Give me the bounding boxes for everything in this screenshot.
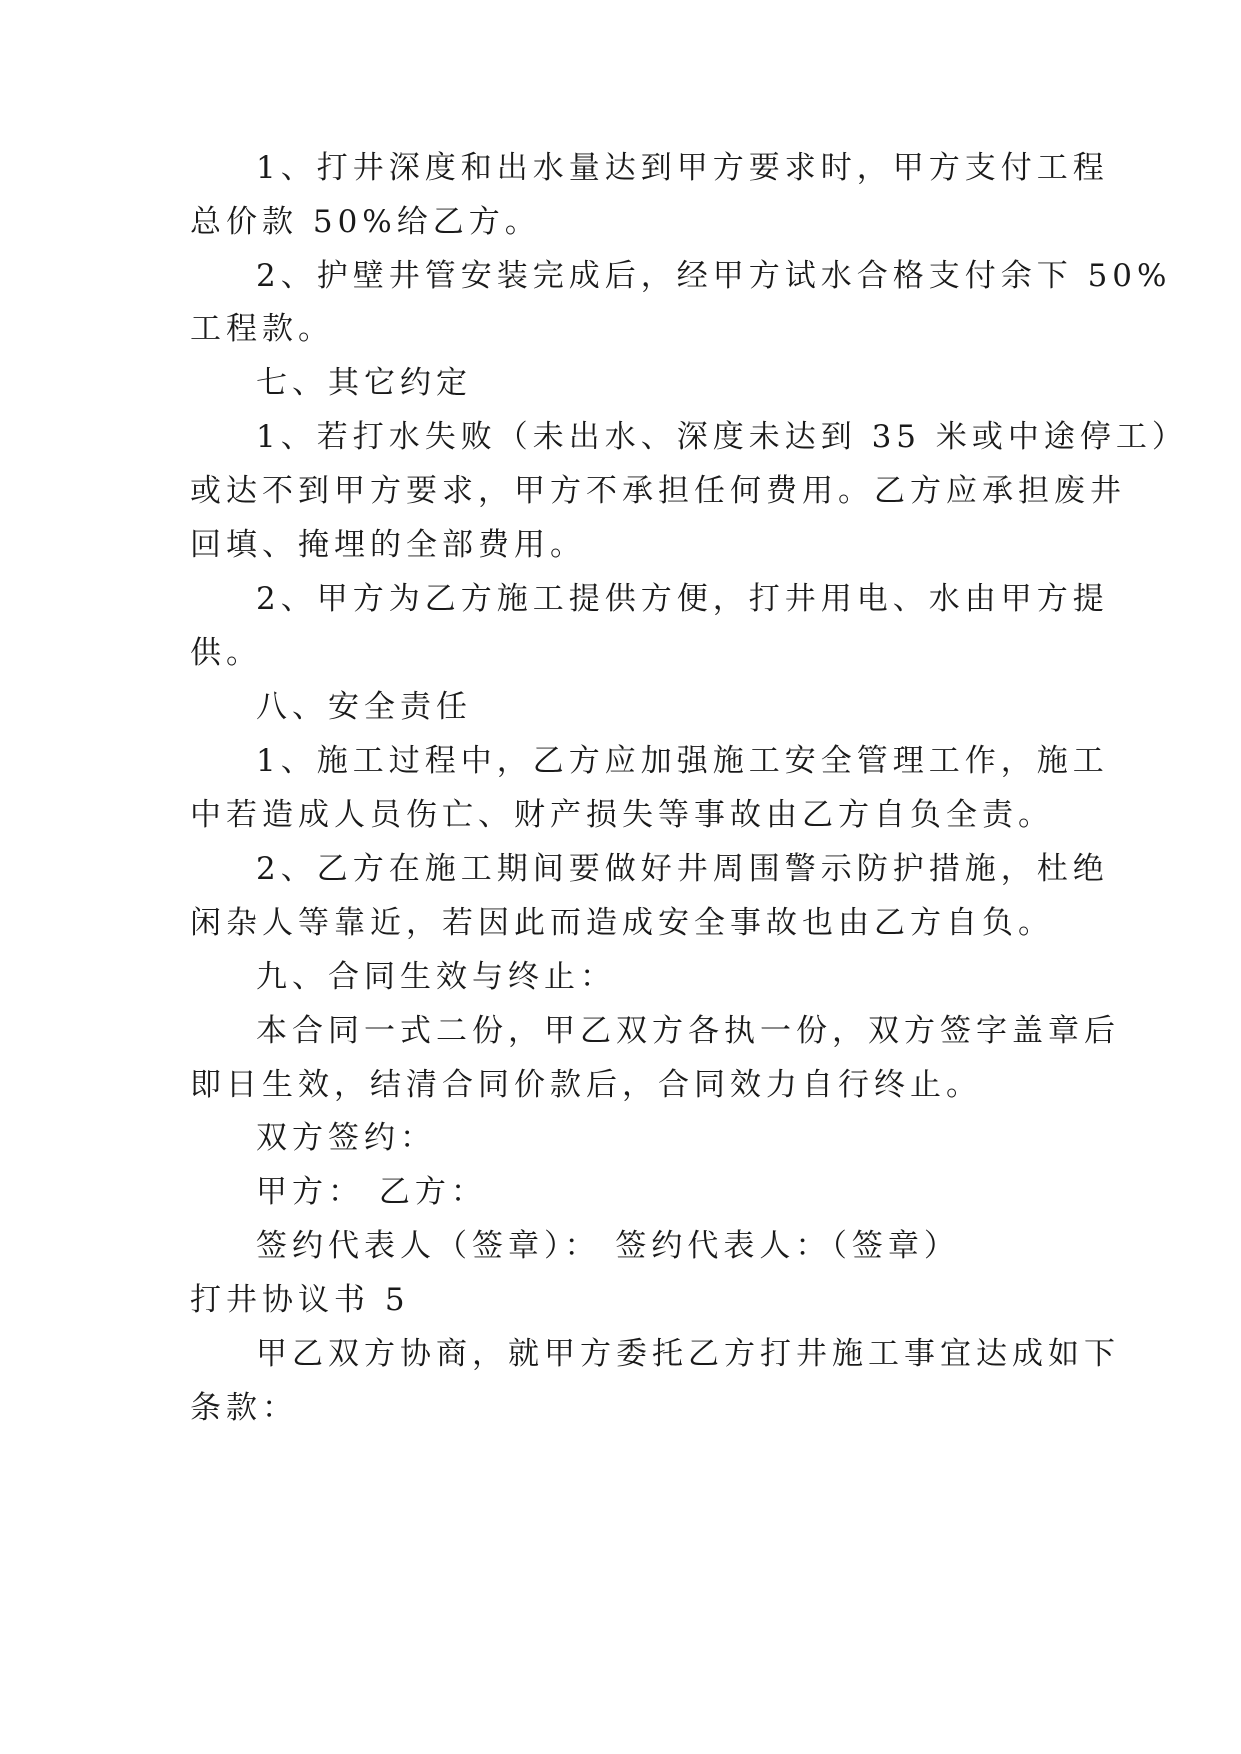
paragraph-line: 2、护壁井管安装完成后，经甲方试水合格支付余下 50% (256, 258, 1172, 294)
paragraph-line: 甲乙双方协商，就甲方委托乙方打井施工事宜达成如下 (256, 1336, 1120, 1372)
paragraph-line: 2、乙方在施工期间要做好井周围警示防护措施，杜绝 (256, 851, 1109, 887)
paragraph-line: 双方签约： (256, 1120, 436, 1156)
paragraph-line: 工程款。 (190, 311, 334, 347)
signature-line: 签约代表人（签章）： 签约代表人：（签章） (256, 1228, 960, 1264)
paragraph-line: 2、甲方为乙方施工提供方便，打井用电、水由甲方提 (256, 581, 1109, 617)
paragraph-line: 总价款 50%给乙方。 (190, 204, 541, 240)
paragraph-line: 1、打井深度和出水量达到甲方要求时，甲方支付工程 (256, 150, 1109, 186)
paragraph-line: 闲杂人等靠近，若因此而造成安全事故也由乙方自负。 (190, 905, 1054, 941)
section-heading: 九、合同生效与终止： (256, 959, 616, 995)
paragraph-line: 条款： (190, 1390, 298, 1426)
paragraph-line: 1、若打水失败（未出水、深度未达到 35 米或中途停工） (256, 419, 1188, 455)
paragraph-line: 或达不到甲方要求，甲方不承担任何费用。乙方应承担废井 (190, 473, 1126, 509)
document-title: 打井协议书 5 (190, 1282, 410, 1318)
signature-line: 甲方： 乙方： (256, 1174, 487, 1210)
section-heading: 七、其它约定 (256, 365, 472, 401)
section-heading: 八、安全责任 (256, 689, 472, 725)
paragraph-line: 本合同一式二份，甲乙双方各执一份，双方签字盖章后 (256, 1013, 1120, 1049)
paragraph-line: 供。 (190, 635, 262, 671)
paragraph-line: 中若造成人员伤亡、财产损失等事故由乙方自负全责。 (190, 797, 1054, 833)
paragraph-line: 即日生效，结清合同价款后，合同效力自行终止。 (190, 1067, 982, 1103)
paragraph-line: 1、施工过程中，乙方应加强施工安全管理工作，施工 (256, 743, 1109, 779)
paragraph-line: 回填、掩埋的全部费用。 (190, 527, 586, 563)
